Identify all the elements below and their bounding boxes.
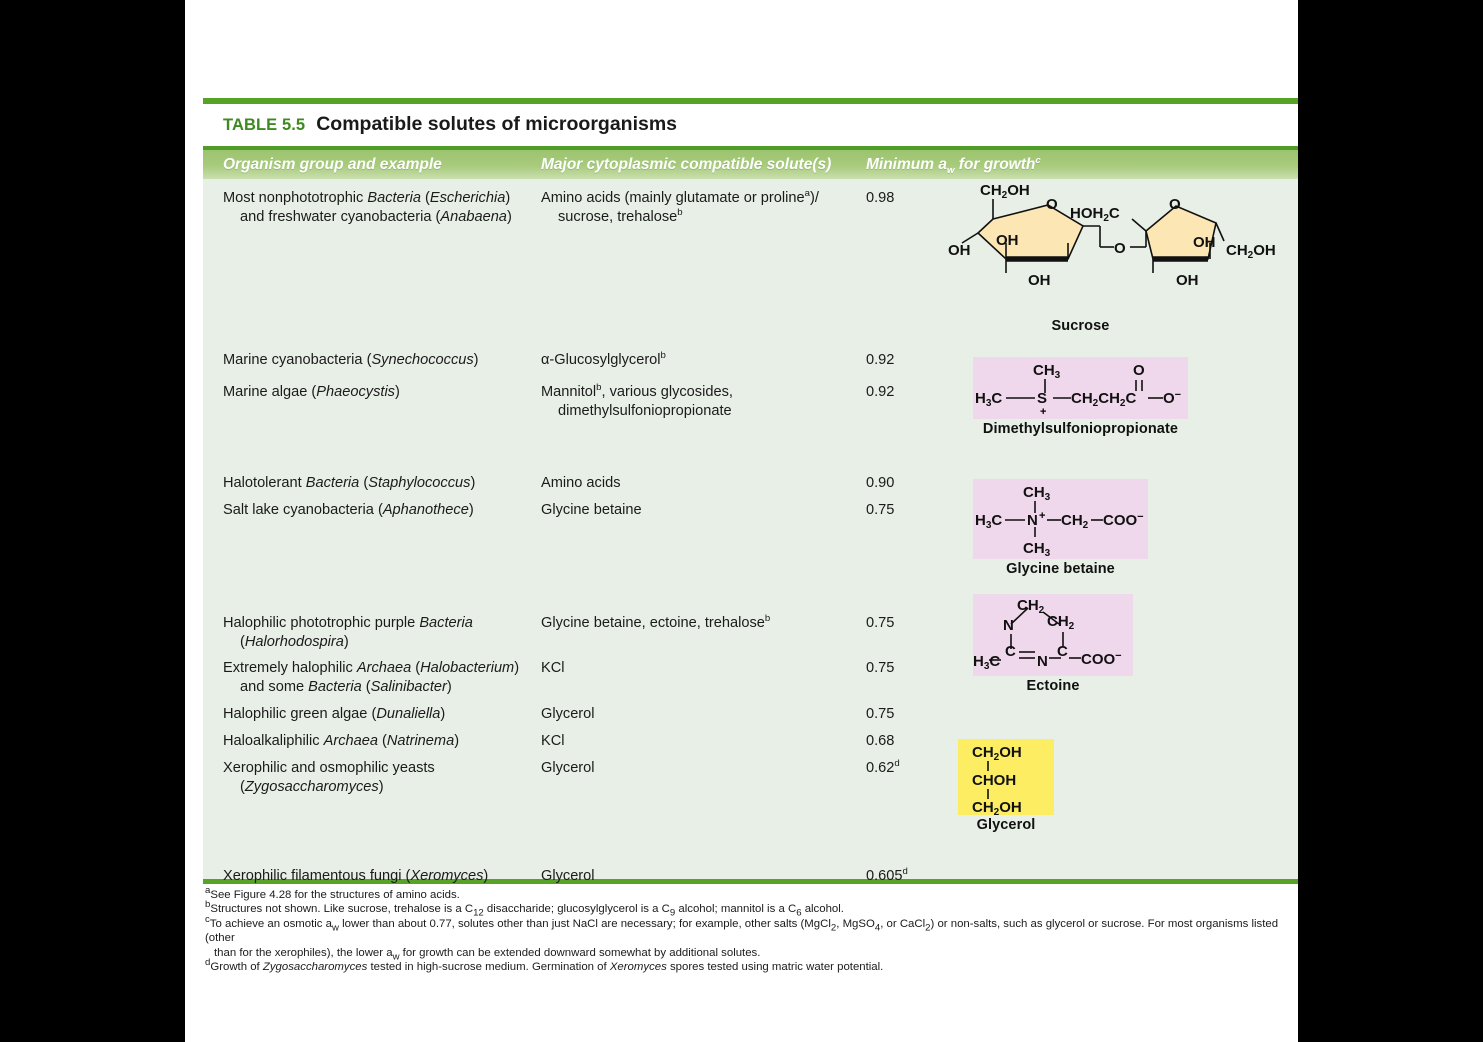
cell-organism: Halotolerant Bacteria (Staphylococcus) — [223, 475, 476, 491]
figure-dmsp — [973, 357, 1188, 437]
cell-aw: 0.75 — [866, 502, 895, 518]
cell-aw: 0.68 — [866, 733, 895, 749]
cell-aw: 0.92 — [866, 352, 895, 368]
table-header-row — [203, 150, 1298, 179]
cell-organism: Marine algae (Phaeocystis) — [223, 384, 400, 400]
glycerol-structure — [958, 739, 1054, 815]
table-title: Compatible solutes of microorganisms — [316, 113, 678, 135]
svg-text:C: C — [1005, 643, 1016, 660]
cell-solute: KCl — [541, 733, 565, 749]
dmsp-structure — [973, 357, 1188, 419]
cell-aw: 0.75 — [866, 706, 895, 722]
footnote-b: $^b$Structures not shown. Like sucrose, trehalose is a $C_{12}$ disaccharide; glucosylglycerol is a $C_9$ alcohol; mannitol is a $C_6$ alcohol. — [205, 899, 844, 919]
svg-text:CH3: $CH_3$ — [1023, 540, 1051, 559]
figure-label-ectoine: Ectoine — [1026, 678, 1080, 694]
cell-aw: 0.90 — [866, 475, 895, 491]
svg-text:O: O — [1046, 196, 1058, 213]
sucrose-structure — [948, 181, 1278, 311]
svg-text:OH: OH — [1193, 234, 1216, 251]
svg-text:COO−: COO− — [1081, 650, 1122, 668]
svg-text:N: N — [1003, 617, 1014, 634]
svg-text:CH2OH: $CH_2OH$ — [980, 182, 1030, 201]
svg-text:CH2OH: $CH_2OH$ — [972, 744, 1022, 763]
table-body — [203, 179, 1298, 884]
footnote-c: $^c$To achieve an osmotic $a_w$ lower than about 0.77, solutes other than just NaCl are necessary; for example, other salts (MgCl$_2$, MgSO$_4$, or CaCl$_2$) or non-salts, such as glycerol or sucrose. For most organisms listed (other — [205, 914, 1279, 945]
cell-solute: KCl — [541, 660, 565, 676]
figure-sucrose — [948, 181, 1278, 334]
svg-text:OH: OH — [996, 232, 1019, 249]
cell-solute: Glycerol — [541, 868, 595, 884]
footnote-a: $^a$See Figure 4.28 for the structures of amino acids. — [205, 885, 460, 901]
cell-aw: 0.98 — [866, 190, 895, 206]
svg-text:CHOH: CHOH — [972, 772, 1017, 789]
svg-text:+: + — [1039, 510, 1046, 522]
figure-label-sucrose: Sucrose — [1051, 318, 1110, 334]
cell-organism: Marine cyanobacteria (Synechococcus) — [223, 352, 479, 368]
column-header-aw: Minimum $a_w$ for growth$^c$ — [866, 154, 1041, 176]
svg-text:HOH2C: $HOH_2C$ — [1070, 205, 1120, 224]
cell-solute: Amino acids — [541, 475, 621, 491]
column-header-organism: Organism group and example — [223, 155, 442, 173]
svg-text:CH2: $CH_2$ — [1017, 597, 1045, 616]
figure-glycine-betaine — [973, 479, 1148, 577]
svg-text:H3C: $H_3C$ — [975, 390, 1003, 409]
svg-text:CH3: $CH_3$ — [1023, 484, 1051, 503]
cell-aw: 0.62$^d$ — [866, 758, 900, 776]
svg-text:N: N — [1037, 653, 1048, 670]
glycine-betaine-structure — [973, 479, 1148, 559]
cell-organism: Halophilic green algae (Dunaliella) — [223, 706, 446, 722]
cell-aw: 0.75 — [866, 615, 895, 631]
figure-label-glycerol: Glycerol — [976, 817, 1036, 833]
cell-organism: Xerophilic and osmophilic yeasts (Zygosaccharomyces) — [223, 760, 435, 795]
table-5-5 — [203, 98, 1298, 974]
svg-text:O−: O− — [1163, 389, 1182, 407]
svg-text:O: O — [1133, 362, 1145, 379]
svg-text:CH2OH: $CH_2OH$ — [972, 799, 1022, 815]
table-footnotes — [203, 884, 1298, 974]
svg-text:CH2OH: $CH_2OH$ — [1226, 242, 1276, 261]
svg-text:N: N — [1027, 512, 1038, 529]
table-number: TABLE 5.5 — [223, 116, 306, 134]
svg-text:CH2CH2C: $CH_2CH_2C$ — [1071, 390, 1137, 409]
document-page — [185, 0, 1298, 1042]
cell-organism: Haloalkaliphilic Archaea (Natrinema) — [223, 733, 460, 749]
svg-text:CH2: $CH_2$ — [1061, 512, 1089, 531]
cell-solute: Glycerol — [541, 760, 595, 776]
table-row — [203, 867, 1116, 886]
svg-text:C: C — [1057, 643, 1068, 660]
figure-glycerol — [958, 739, 1054, 833]
cell-organism: Xerophilic filamentous fungi (Xeromyces) — [223, 868, 489, 884]
cell-organism: Halophilic phototrophic purple Bacteria (Halorhodospira) — [223, 615, 473, 650]
svg-text:+: + — [1040, 406, 1047, 418]
cell-solute: Amino acids (mainly glutamate or proline$^a$)/ sucrose, trehalose$^b$ — [541, 188, 819, 225]
cell-organism: Extremely halophilic Archaea (Halobacterium) and some Bacteria (Salinibacter) — [223, 660, 520, 695]
footnote-c-cont: than for the xerophiles), the lower $a_w$ for growth can be extended downward somewhat by additional solutes. — [214, 946, 761, 962]
cell-solute: Glycine betaine, ectoine, trehalose$^b$ — [541, 613, 771, 631]
cell-aw: 0.92 — [866, 384, 895, 400]
figure-label-glycine-betaine: Glycine betaine — [1006, 561, 1115, 577]
cell-solute: Mannitol$^b$, various glycosides, dimethylsulfoniopropionate — [541, 382, 733, 419]
svg-text:OH: OH — [948, 242, 971, 259]
cell-organism: Most nonphototrophic Bacteria (Escherichia) and freshwater cyanobacteria (Anabaena) — [223, 190, 512, 225]
cell-aw: 0.605$^d$ — [866, 866, 908, 884]
svg-text:CH3: $CH_3$ — [1033, 362, 1061, 381]
footnote-d: $^d$Growth of Zygosaccharomyces tested in high-sucrose medium. Germination of Xeromyces spores tested using matric water potential. — [205, 957, 884, 974]
svg-text:O: O — [1114, 240, 1126, 257]
svg-text:H3C: $H_3C$ — [975, 512, 1003, 531]
svg-text:OH: OH — [1028, 272, 1051, 289]
svg-text:CH2: $CH_2$ — [1047, 613, 1075, 632]
figure-ectoine — [973, 594, 1133, 694]
cell-solute: Glycine betaine — [541, 502, 642, 518]
svg-text:S: S — [1037, 390, 1048, 407]
column-header-solute: Major cytoplasmic compatible solute(s) — [541, 155, 832, 173]
cell-organism: Salt lake cyanobacteria (Aphanothece) — [223, 502, 474, 518]
svg-text:H3C: $H_3C$ — [973, 653, 1001, 672]
figure-label-dmsp: Dimethylsulfoniopropionate — [982, 421, 1179, 437]
svg-text:OH: OH — [1176, 272, 1199, 289]
cell-solute: Glycerol — [541, 706, 595, 722]
cell-solute: α-Glucosylglycerol$^b$ — [541, 350, 666, 368]
table-title-bar — [203, 104, 1298, 146]
cell-aw: 0.75 — [866, 660, 895, 676]
table-row — [203, 705, 1116, 724]
svg-text:COO−: COO− — [1103, 511, 1144, 529]
ectoine-structure — [973, 594, 1133, 676]
svg-text:O: O — [1169, 196, 1181, 213]
